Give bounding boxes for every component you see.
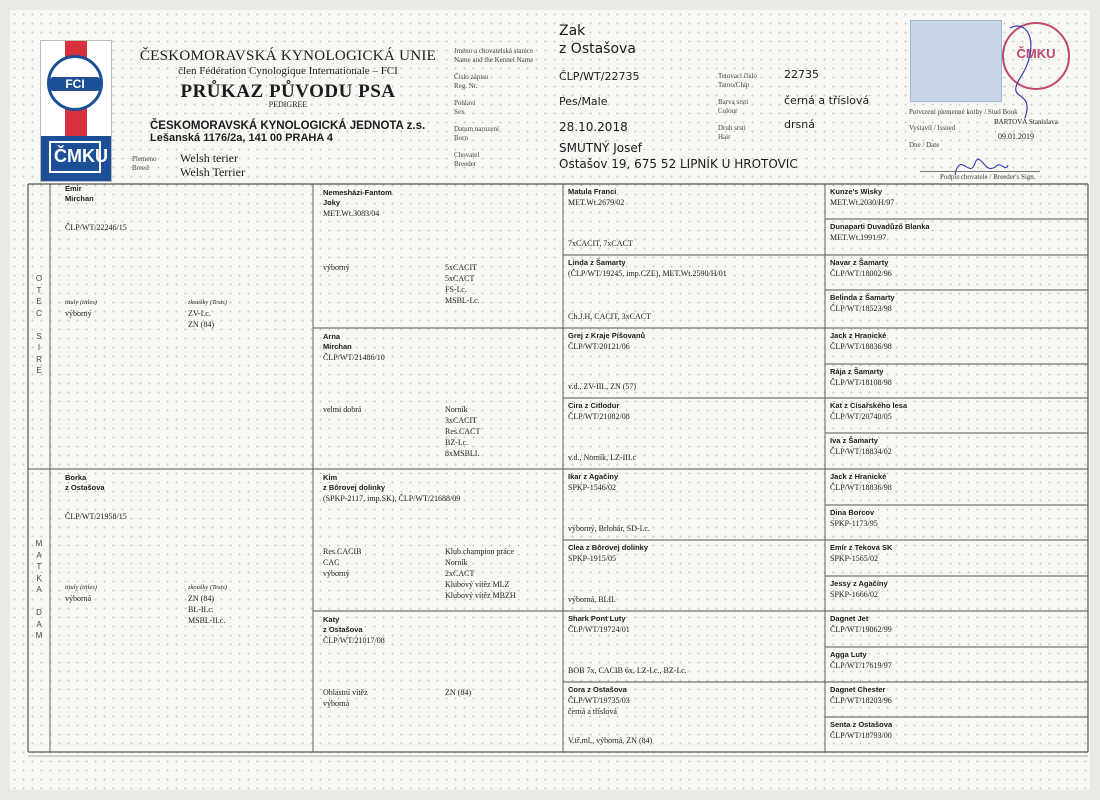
gggp-name: Rája z Šamarty [830, 367, 884, 376]
grandparent-awards [445, 546, 560, 601]
ggp-reg: ČLP/WT/19724/01 [568, 625, 630, 634]
gggp-entry [830, 508, 1085, 529]
dam-reg: ČLP/WT/21958/15 [65, 512, 127, 521]
side-letter: A [36, 619, 42, 629]
great-grandparent-entry [568, 331, 823, 352]
gggp-entry [830, 543, 1085, 564]
gggp-reg: SPKP-1565/02 [830, 554, 879, 563]
ggp-note: v.d., ZV-III., ZN (57) [568, 382, 637, 391]
grandparent-reg: (SPKP-2117, imp.SK), ČLP/WT/21688/09 [323, 494, 461, 503]
side-letter: S [36, 331, 42, 341]
gggp-reg: ČLP/WT/18002/96 [830, 269, 892, 278]
sire-name: Emir [65, 184, 82, 193]
grandparent-entry [323, 188, 553, 219]
gggp-name: Jack z Hranické [830, 472, 887, 481]
dam-name: Borka [65, 473, 87, 482]
gggp-name: Navar z Šamarty [830, 258, 889, 267]
side-letter: A [36, 585, 42, 594]
org-title: ČESKOMORAVSKÁ KYNOLOGICKÁ UNIE [139, 48, 437, 64]
great-grandparent-entry [568, 258, 823, 279]
org-subtitle: člen Fédération Cynologique Internationale – FCI [178, 65, 398, 77]
dog-tattoo: 22735 [784, 68, 819, 81]
gggp-reg: ČLP/WT/18836/98 [830, 342, 892, 351]
ggp-name: Cira z Citlodur [568, 401, 620, 410]
gggp-reg: ČLP/WT/17619/97 [830, 661, 892, 670]
gggp-entry [830, 685, 1085, 706]
ggp-reg: SPKP-1546/02 [568, 483, 617, 492]
issued-label: Vystavil / Issued [909, 124, 956, 132]
breeder-address: Ostašov 19, 675 52 LIPNÍK U HROTOVIC [559, 157, 798, 171]
breed-label-cz: Plemeno [132, 155, 157, 163]
issued-by: BARTOVÁ Stanislava [994, 118, 1058, 126]
award-item: 3xCACIT [445, 416, 477, 425]
side-letter: R [36, 354, 42, 364]
grandparent-kennel: z Ostašova [323, 625, 363, 634]
gggp-reg: ČLP/WT/18108/98 [830, 378, 892, 387]
title-item: výborný [323, 569, 350, 578]
grandparent-kennel: z Bôrovej dolinky [323, 483, 386, 492]
grandparent-awards [445, 404, 560, 459]
ggp-reg: SPKP-1915/05 [568, 554, 617, 563]
grandparent-reg: ČLP/WT/21017/08 [323, 636, 385, 645]
ggp-name: Linda z Šamarty [568, 258, 626, 267]
gggp-entry [830, 614, 1085, 635]
side-letter: I [37, 343, 41, 352]
grandparent-name: Katy [323, 615, 340, 624]
gggp-reg: SPKP-1173/95 [830, 519, 878, 528]
cmku-fci-logo [40, 40, 112, 182]
side-letter: E [36, 297, 42, 306]
award-item: Norník [445, 558, 468, 567]
grandparent-name: Nemesházi-Fantom [323, 188, 392, 197]
title-item: výborný [323, 263, 350, 272]
club-address: Lešanská 1176/2a, 141 00 PRAHA 4 [150, 132, 334, 144]
dog-born: 28.10.2018 [559, 120, 628, 134]
fci-ring-icon [47, 55, 103, 111]
title-item: Oblastní vítěz [323, 688, 368, 697]
grandparent-kennel: Joky [323, 198, 341, 207]
dam-titles: tituly (titles) výborná [65, 584, 97, 603]
ggp-note: výborná, BLII. [568, 595, 616, 604]
grandparent-reg: MET.Wt.3083/04 [323, 209, 380, 218]
label-colour: Barva srsti Colour [718, 98, 749, 115]
fci-logo-text: FCI [50, 77, 100, 91]
label-reg: Číslo zápisu Reg. Nr. [454, 73, 489, 90]
grandparent-awards [445, 262, 560, 306]
gggp-name: Iva z Šamarty [830, 436, 878, 445]
gggp-reg: ČLP/WT/18836/98 [830, 483, 892, 492]
award-item: 8xMSBLI. [445, 449, 480, 458]
side-letter: C [36, 308, 42, 318]
ggp-note: Ch.J.H, CACIT, 3xCACT [568, 312, 651, 321]
ggp-note: v.d., Norník, LZ-III.c [568, 453, 637, 462]
ggp-name: Clea z Bôrovej dolinky [568, 543, 649, 552]
gggp-reg: ČLP/WT/18834/02 [830, 447, 892, 456]
gggp-name: Belinda z Šamarty [830, 293, 895, 302]
award-item: 5xCACIT [445, 263, 477, 272]
dog-colour: černá a tříslová [784, 94, 870, 107]
ggp-reg: (ČLP/WT/19245, imp.CZE), MET.Wt.2590/H/01 [568, 269, 727, 278]
breed-en: Welsh Terrier [180, 165, 245, 179]
award-item: Klubový vítěz MBZH [445, 591, 516, 600]
award-item: 5xCACT [445, 274, 475, 283]
grandparent-entry [323, 615, 553, 646]
dog-sex: Pes/Male [559, 95, 608, 108]
breed-cz: Welsh terier [180, 151, 239, 165]
grandparent-reg: ČLP/WT/21486/10 [323, 353, 385, 362]
award-item: Norník [445, 405, 468, 414]
pedigree-document [10, 10, 1090, 790]
dam-kennel: z Ostašova [65, 483, 105, 492]
gggp-reg: ČLP/WT/18523/98 [830, 304, 892, 313]
grandparent-titles [323, 404, 433, 415]
gggp-name: Senta z Ostašova [830, 720, 893, 729]
ggp-name: Shark Pont Luty [568, 614, 626, 623]
label-born: Datum narození Born [454, 125, 499, 142]
breeder-name: SMUTNÝ Josef [559, 141, 642, 155]
title-item: výborná [323, 699, 350, 708]
award-item: Klub.champion práce [445, 547, 514, 556]
grandparent-titles [323, 687, 433, 709]
gggp-name: Dunaparti Duvadůző Blanka [830, 222, 930, 231]
gggp-name: Dina Borcov [830, 508, 875, 517]
grandparent-entry [323, 332, 553, 363]
side-letter: D [36, 608, 42, 617]
great-grandparent-entry [568, 685, 823, 717]
grandparent-name: Arna [323, 332, 341, 341]
title-item: velmi dobrá [323, 405, 362, 414]
label-hair: Druh srsti Hair [718, 124, 746, 141]
sire-reg: ČLP/WT/22246/15 [65, 223, 127, 232]
gggp-entry [830, 187, 1085, 208]
cmku-logo-text: ČMKU [49, 141, 101, 173]
gggp-name: Dagnet Jet [830, 614, 869, 623]
award-item: 2xCACT [445, 569, 475, 578]
gggp-entry [830, 472, 1085, 493]
issue-date: 09.01.2019 [998, 132, 1034, 141]
gggp-reg: ČLP/WT/18793/00 [830, 731, 892, 740]
side-letter: T [36, 562, 42, 571]
grandparent-awards [445, 687, 560, 698]
side-letter: M [35, 631, 43, 640]
gggp-entry [830, 579, 1085, 600]
gggp-name: Emír z Tekova SK [830, 543, 893, 552]
gggp-name: Jack z Hranické [830, 331, 887, 340]
ggp-reg: ČLP/WT/20121/06 [568, 342, 630, 351]
gggp-reg: MET.Wt.2030/H/97 [830, 198, 895, 207]
dam-tests: zkoušky (Tests) ZN (84) BL-II.c. MSBL-II.c. [188, 584, 227, 625]
side-letter: M [35, 539, 43, 548]
ggp-name: Ikar z Agačiny [568, 472, 619, 481]
gggp-name: Agga Luty [830, 650, 867, 659]
award-item: Klubový vítěz MLZ [445, 580, 510, 589]
ggp-note: výborný, Brlohár, SD-I.c. [568, 524, 650, 533]
side-letter: A [36, 550, 42, 560]
grandparent-name: Kim [323, 473, 338, 482]
ggp-reg: MET.Wt.2679/02 [568, 198, 625, 207]
gggp-entry [830, 436, 1085, 457]
grandparent-titles [323, 262, 433, 273]
date-label: Dne / Date [909, 141, 940, 149]
ggp-name: Grej z Kraje Píšovanů [568, 331, 646, 340]
side-letter: T [36, 285, 42, 295]
gggp-reg: ČLP/WT/19062/99 [830, 625, 892, 634]
breed-label-en: Breed [132, 164, 149, 172]
ggp-note: BOB 7x, CACIB 6x, LZ-I.c., BZ-I.c. [568, 666, 687, 675]
label-tattoo: Tetovací číslo Tatoo/Chip [718, 72, 757, 89]
club-name: ČESKOMORAVSKÁ KYNOLOGICKÁ JEDNOTA z.s. [150, 120, 426, 132]
ggp-name: Matula Franci [568, 187, 617, 196]
great-grandparent-entry [568, 614, 823, 635]
gggp-reg: ČLP/WT/18203/96 [830, 696, 892, 705]
award-item: FS-I.c. [445, 285, 467, 294]
gggp-reg: MET.Wt.1991/97 [830, 233, 887, 242]
document-title: PRŮKAZ PŮVODU PSA [180, 81, 396, 102]
dog-reg: ČLP/WT/22735 [559, 70, 640, 83]
side-letter [33, 596, 45, 608]
title-item: Res.CACIB [323, 547, 362, 556]
ggp-reg: ČLP/WT/19735/03 [568, 696, 630, 705]
dog-kennel: z Ostašova [559, 41, 636, 57]
great-grandparent-entry [568, 401, 823, 422]
gggp-reg: ČLP/WT/20740/05 [830, 412, 892, 421]
breeder-sign-label: Podpis chovatele / Breeder's Sign. [940, 173, 1036, 181]
ggp-reg: ČLP/WT/21082/08 [568, 412, 630, 421]
award-item: MSBL-I.c. [445, 296, 480, 305]
great-grandparent-entry [568, 543, 823, 564]
gggp-entry [830, 293, 1085, 314]
gggp-entry [830, 650, 1085, 671]
grandparent-entry [323, 473, 553, 504]
award-item: Res.CACT [445, 427, 481, 436]
dog-name: Zak [559, 23, 586, 39]
side-letter [33, 319, 45, 331]
dam-entry [65, 473, 305, 522]
sire-tests: zkoušky (Tests) ZV-I.c. ZN (84) [188, 299, 227, 329]
ggp-name: Cora z Ostašova [568, 685, 627, 694]
gggp-entry [830, 331, 1085, 352]
label-breeder: Chovatel Breeder [454, 151, 480, 168]
studbook-title: Potvrzení plemenné knihy / Stud Book [909, 108, 1018, 116]
award-item: BZ-I.c. [445, 438, 469, 447]
grandparent-titles [323, 546, 433, 579]
gggp-entry [830, 720, 1085, 741]
great-grandparent-entry [568, 187, 823, 208]
great-grandparent-entry [568, 472, 823, 493]
sire-kennel: Mirchan [65, 194, 94, 203]
ggp-note: V.tř.ml., výborná, ZN (84) [568, 736, 653, 745]
label-sex: Pohlaví Sex [454, 99, 476, 116]
side-label-dam [33, 538, 45, 642]
gggp-reg: SPKP-1666/02 [830, 590, 879, 599]
gggp-entry [830, 258, 1085, 279]
seal-text: ČMKU [1016, 46, 1056, 61]
gggp-name: Jessy z Agačiny [830, 579, 888, 588]
gggp-entry [830, 401, 1085, 422]
award-item: ZN (84) [445, 688, 471, 697]
gggp-name: Kunze's Wisky [830, 187, 883, 196]
ggp-note: 7xCACIT, 7xCACT [568, 239, 633, 248]
side-label-sire [33, 273, 45, 377]
sire-titles: tituly (titles) výborný [65, 299, 97, 318]
gggp-name: Dagnet Chester [830, 685, 886, 694]
document-subtitle: PEDIGREE [268, 100, 308, 109]
gggp-entry [830, 222, 1085, 243]
side-letter: E [36, 366, 42, 375]
gggp-name: Kat z Císařského lesa [830, 401, 908, 410]
grandparent-kennel: Mirchan [323, 342, 352, 351]
label-name: Jméno a chovatelská stanice Name and the Kennel Name [454, 47, 534, 64]
ggp-colour: černá a tříslová [568, 707, 617, 716]
sire-entry [65, 184, 305, 233]
dog-hair: drsná [784, 118, 815, 131]
side-letter: O [35, 274, 43, 283]
gggp-entry [830, 367, 1085, 388]
side-letter: K [36, 573, 42, 583]
title-item: CAC [323, 558, 340, 567]
